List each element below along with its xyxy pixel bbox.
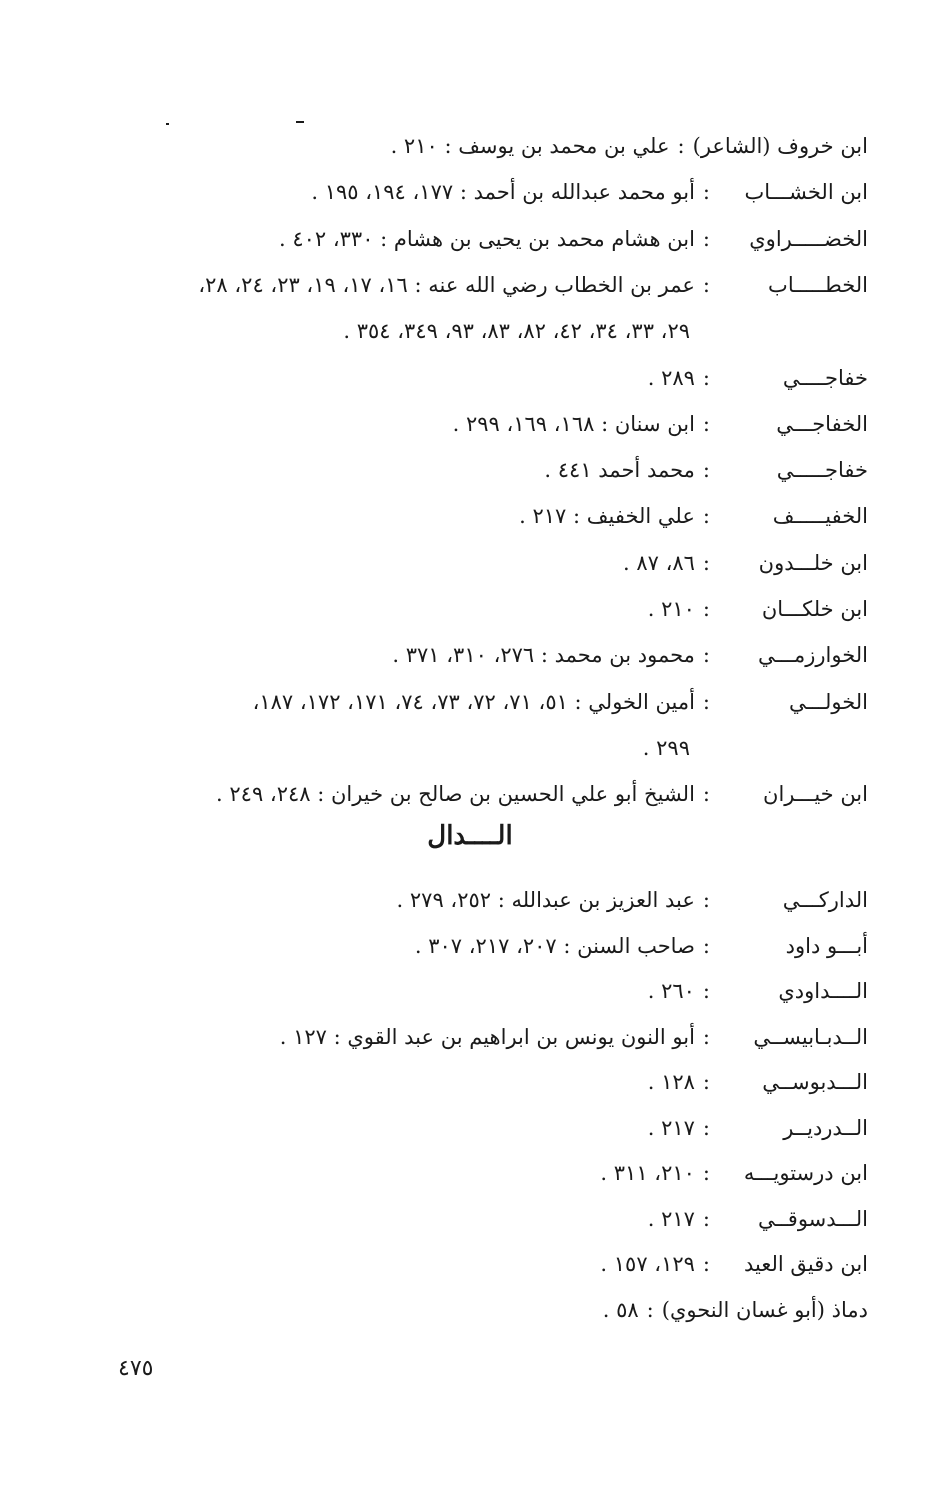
- entry-references: ٨٦، ٨٧ .: [622, 550, 695, 575]
- entry-name: الخولـــي: [789, 689, 868, 714]
- entry-name: ابن خلـــدون: [758, 550, 868, 575]
- entry-name: أبـــو داود: [785, 933, 868, 958]
- entry-separator: :: [702, 180, 710, 205]
- entry-separator: :: [702, 365, 710, 390]
- entry-references: الشيخ أبو علي الحسين بن صالح بن خيران : ٢٤٨، ٢٤٩ .: [216, 782, 695, 807]
- index-entry-continuation: [90, 728, 690, 768]
- entry-references: ١٢٩، ١٥٧ .: [600, 1252, 695, 1276]
- index-entry: [90, 682, 868, 722]
- index-entry: [90, 1153, 868, 1193]
- entry-references: ٢١٧ .: [647, 1115, 695, 1140]
- entry-name: الــــداودي: [778, 979, 868, 1003]
- index-entry: [90, 1017, 868, 1057]
- index-entry: [90, 543, 868, 583]
- entry-name: ابن الخشـــاب: [744, 180, 868, 205]
- entry-name: الخفاجـــي: [776, 411, 868, 436]
- entry-separator: :: [702, 458, 710, 483]
- entry-references: أبو النون يونس بن ابراهيم بن عبد القوي : ١٢٧ .: [279, 1024, 695, 1049]
- entry-separator: :: [702, 979, 710, 1003]
- index-entry: [90, 496, 868, 536]
- index-entry: [90, 219, 868, 259]
- entry-separator: :: [702, 226, 710, 251]
- index-entry: [90, 880, 868, 920]
- index-entry: [90, 635, 868, 675]
- entry-references: ٢٩، ٣٣، ٣٤، ٤٢، ٨٢، ٨٣، ٩٣، ٣٤٩، ٣٥٤ .: [343, 319, 690, 344]
- index-entry: [90, 971, 868, 1011]
- index-entry: [90, 1108, 868, 1148]
- print-mark: [296, 121, 304, 123]
- entry-separator: :: [702, 504, 710, 529]
- index-entry: [90, 1244, 868, 1284]
- entry-separator: :: [702, 1070, 710, 1094]
- entry-references: محمد أحمد ٤٤١ .: [544, 458, 695, 483]
- entry-separator: :: [702, 1161, 710, 1185]
- entry-separator: :: [702, 1206, 710, 1231]
- index-entry: [90, 1199, 868, 1239]
- entry-name: ابن درستويـــه: [743, 1161, 868, 1185]
- entry-separator: :: [702, 888, 710, 912]
- entry-references: علي بن محمد بن يوسف : ٢١٠ .: [390, 134, 670, 158]
- entry-name: الخضـــــراوي: [749, 226, 868, 251]
- entry-name: ابن خروف (الشاعر): [692, 134, 868, 158]
- entry-name: الــدرديــر: [783, 1115, 868, 1140]
- index-entry: [90, 404, 868, 444]
- page-number: ٤٧٥: [118, 1356, 154, 1381]
- entry-references: ٢١٠ .: [647, 597, 695, 621]
- entry-name: خفاجـــــي: [776, 458, 868, 483]
- entry-references: ٢١٠، ٣١١ .: [600, 1161, 695, 1185]
- entry-name: دماذ (أبو غسان النحوي): [661, 1297, 868, 1322]
- entry-references: ابن هشام محمد بن يحيى بن هشام : ٣٣٠، ٤٠٢ .: [278, 226, 695, 251]
- print-mark: [166, 123, 169, 125]
- entry-name: الداركـــي: [782, 888, 868, 912]
- index-entry-continuation: [90, 311, 690, 351]
- entry-separator: :: [702, 782, 710, 807]
- entry-references: محمود بن محمد : ٢٧٦، ٣١٠، ٣٧١ .: [392, 643, 695, 668]
- index-entry: [90, 1062, 868, 1102]
- entry-references: ٢١٧ .: [647, 1206, 695, 1231]
- index-entry: [90, 450, 868, 490]
- entry-separator: :: [702, 1024, 710, 1049]
- entry-references: علي الخفيف : ٢١٧ .: [519, 504, 695, 529]
- entry-references: أمين الخولي : ٥١، ٧١، ٧٢، ٧٣، ٧٤، ١٧١، ١٧٢، ١٨٧،: [252, 689, 695, 714]
- entry-name: ابن خيـــران: [763, 782, 868, 807]
- entry-references: ابن سنان : ١٦٨، ١٦٩، ٢٩٩ .: [452, 411, 695, 436]
- index-entry: [90, 774, 868, 814]
- index-entry: [90, 589, 868, 629]
- entry-references: ٢٨٩ .: [647, 365, 695, 390]
- entry-references: أبو محمد عبدالله بن أحمد : ١٧٧، ١٩٤، ١٩٥ .: [311, 180, 695, 205]
- entry-name: الخفيـــــف: [772, 504, 868, 529]
- entry-references: عبد العزيز بن عبدالله : ٢٥٢، ٢٧٩ .: [396, 888, 695, 912]
- entry-references: ٢٩٩ .: [642, 735, 690, 760]
- section-title-dal: الــــدال: [427, 821, 513, 851]
- entry-separator: :: [702, 689, 710, 714]
- entry-references: ٢٦٠ .: [647, 979, 695, 1003]
- entry-separator: :: [702, 550, 710, 575]
- entry-separator: :: [702, 597, 710, 621]
- entry-references: ١٢٨ .: [647, 1070, 695, 1094]
- entry-separator: :: [702, 933, 710, 958]
- entry-name: خفاجــــي: [782, 365, 868, 390]
- index-entry: [90, 926, 868, 966]
- index-entry: [90, 358, 868, 398]
- entry-name: الــدبـابيســي: [753, 1024, 868, 1049]
- index-entry: [90, 265, 868, 305]
- index-entry: [90, 172, 868, 212]
- entry-separator: :: [677, 134, 685, 158]
- entry-separator: :: [702, 643, 710, 668]
- entry-separator: :: [702, 1115, 710, 1140]
- entry-name: ابن دقيق العيد: [744, 1252, 868, 1276]
- entry-separator: :: [702, 411, 710, 436]
- entry-separator: :: [646, 1297, 654, 1322]
- entry-separator: :: [702, 272, 710, 297]
- entry-references: عمر بن الخطاب رضي الله عنه : ١٦، ١٧، ١٩، ٢٣، ٢٤، ٢٨،: [198, 272, 695, 297]
- entry-name: الخطـــــاب: [768, 272, 868, 297]
- entry-name: الـــدسوقــي: [757, 1206, 868, 1231]
- entry-references: ٥٨ .: [602, 1297, 639, 1322]
- entry-references: صاحب السنن : ٢٠٧، ٢١٧، ٣٠٧ .: [414, 933, 695, 958]
- index-entry: [90, 126, 868, 166]
- index-entry: [90, 1290, 868, 1330]
- entry-name: الـــدبوســي: [762, 1070, 868, 1094]
- entry-separator: :: [702, 1252, 710, 1276]
- entry-name: الخوارزمـــي: [758, 643, 868, 668]
- entry-name: ابن خلكـــان: [761, 597, 868, 621]
